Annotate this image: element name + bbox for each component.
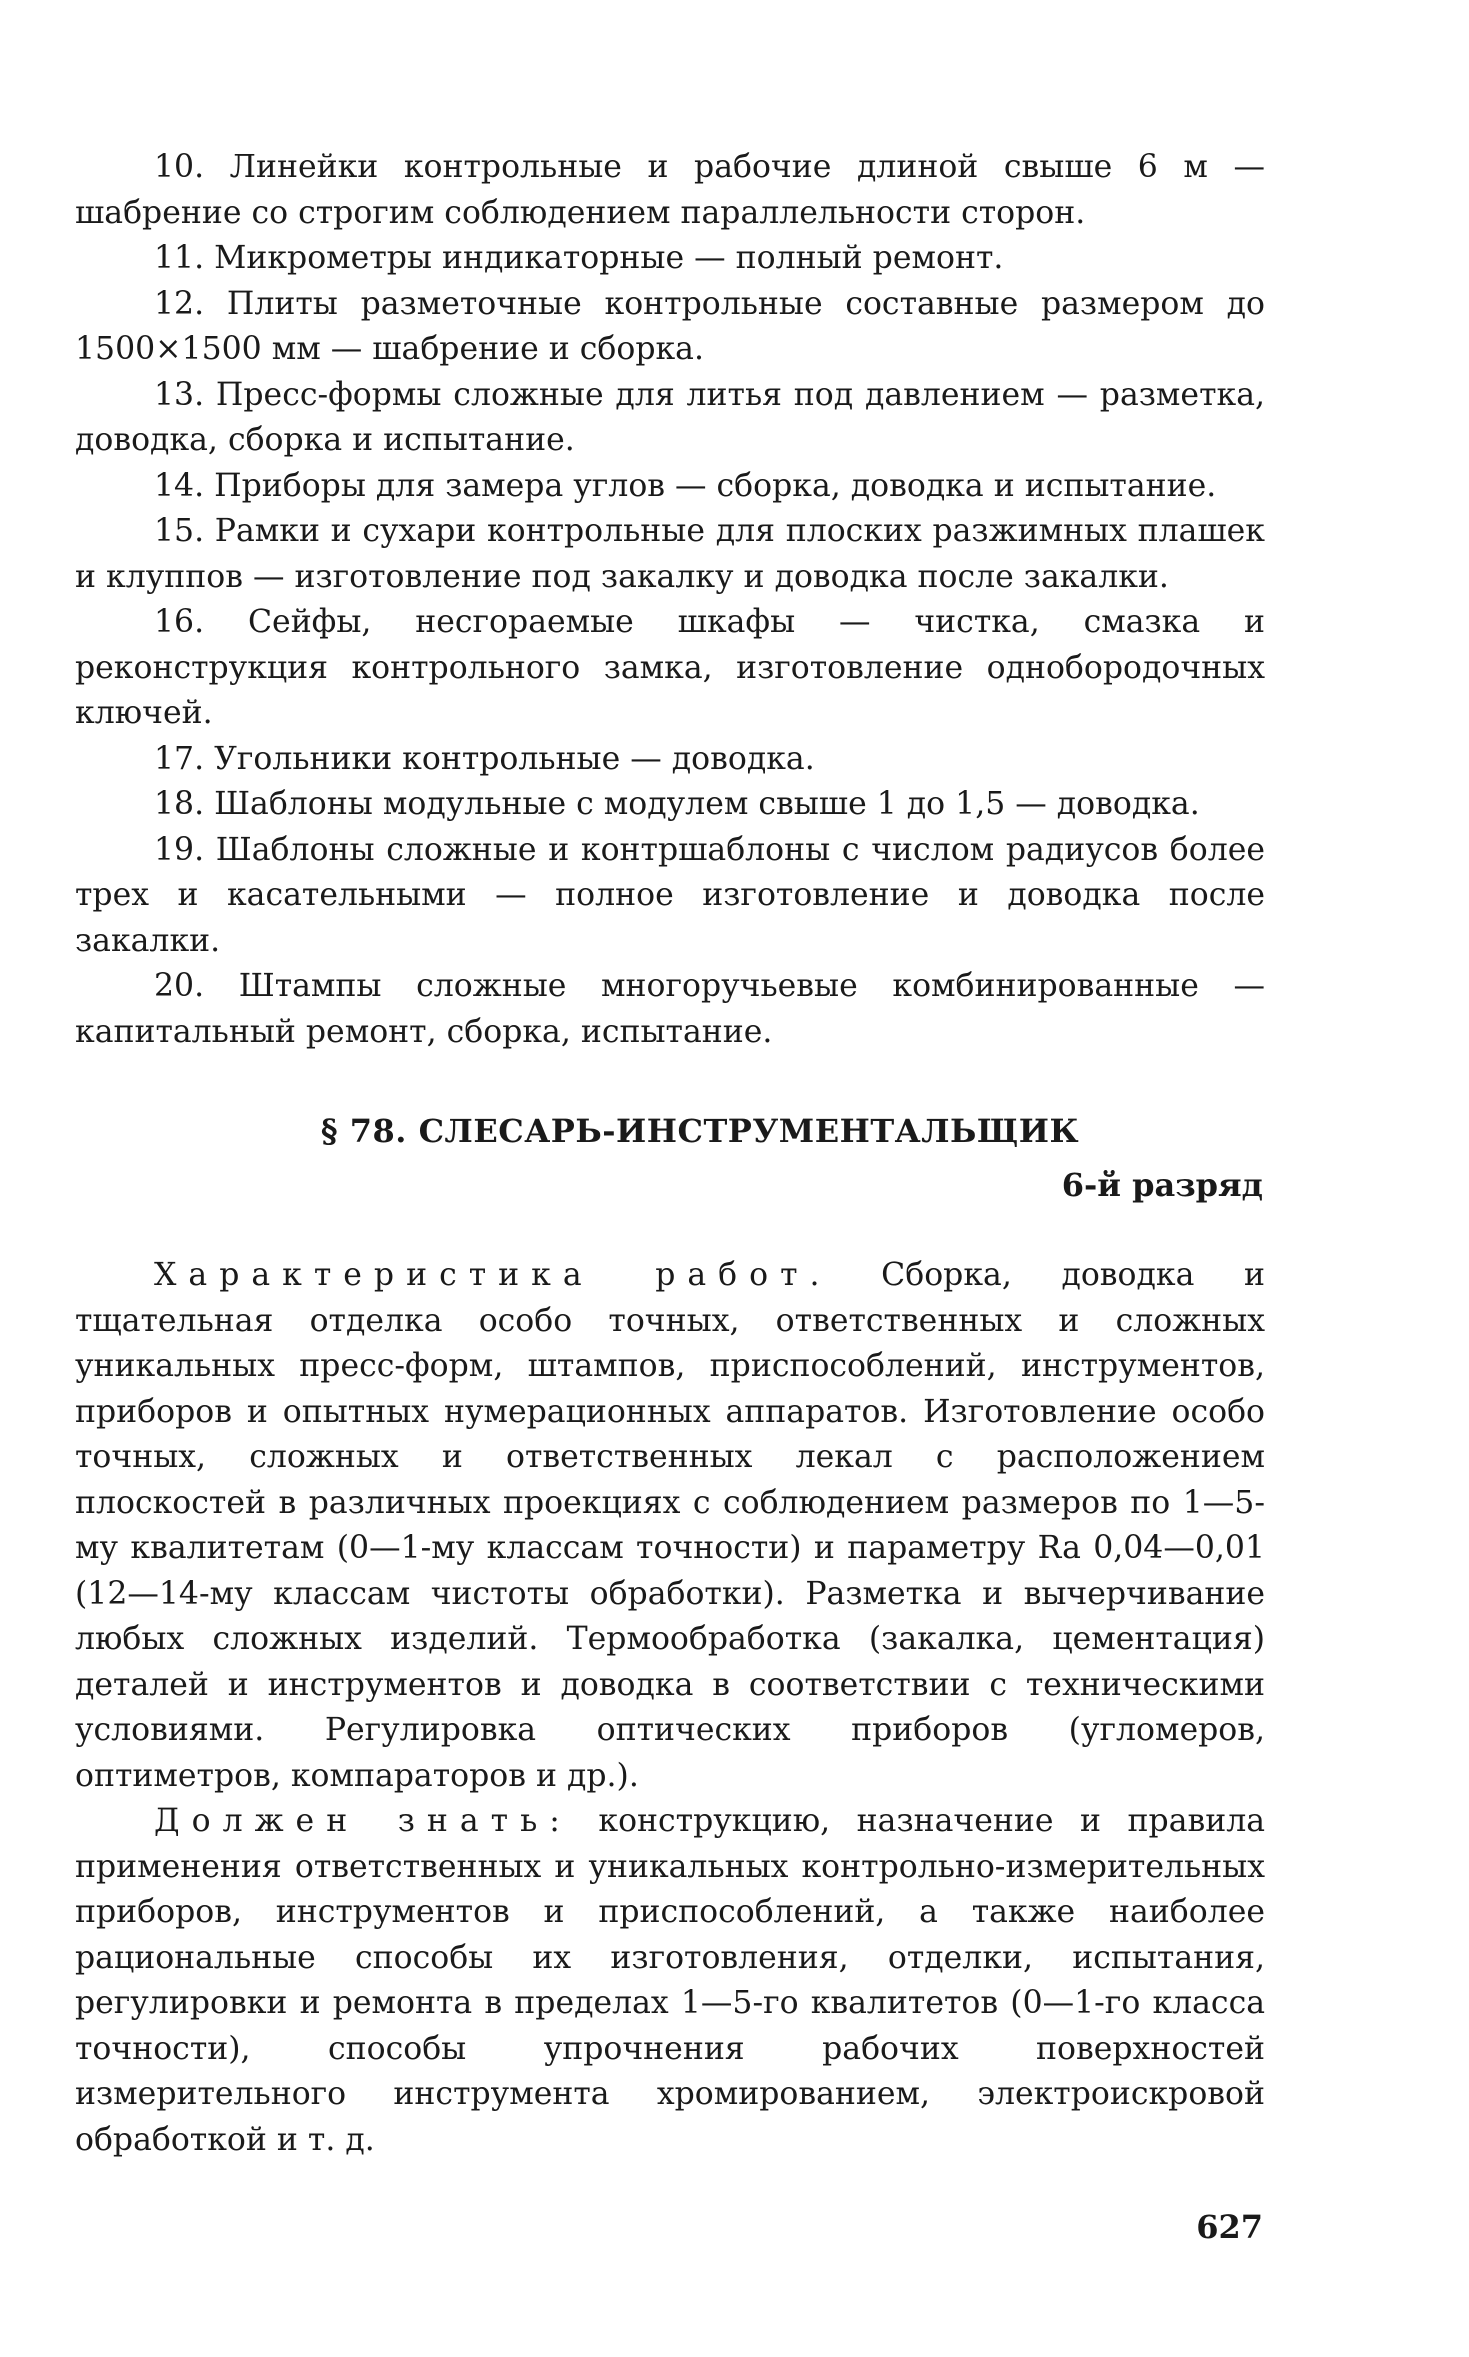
list-item: 17. Угольники контрольные — доводка. [154, 740, 815, 777]
characteristics-paragraph [75, 1253, 1265, 1799]
list-item: 19. Шаблоны сложные и контршаблоны с числом радиусов более трех и касательными — полное изготовление и доводка после закалки. [75, 831, 1265, 959]
characteristics-text: Сборка, доводка и тщательная отделка особо точных, ответственных и сложных уникальных пресс-форм, штампов, приспособлений, инструментов, приборов и опытных нумерационных аппаратов. Изготовление особо точных, сложных и ответственных лекал с расположением плоскостей в различных проекциях с соблюдением размеров по 1—5-му квалитетам (0—1-му классам точности) и параметру Ra 0,04—0,01 (12—14-му классам чистоты обработки). Разметка и вычерчивание любых сложных изделий. Термообработка (закалка, цементация) деталей и инструментов и доводка в соответствии с техническими условиями. Регулировка оптических приборов (угломеров, оптиметров, компараторов и др.). [75, 1257, 1265, 1794]
list-item: 11. Микрометры индикаторные — полный ремонт. [154, 240, 1004, 276]
characteristics-label: Характеристика работ. [154, 1257, 832, 1293]
document-page [75, 145, 1265, 2250]
list-item: 15. Рамки и сухари контрольные для плоских разжимных плашек и клуппов — изготовление под закалку и доводка после закалки. [75, 513, 1265, 595]
must-know-paragraph [75, 1799, 1265, 2163]
list-item: 12. Плиты разметочные контрольные составные размером до 1500×1500 мм — шабрение и сборка. [75, 285, 1265, 367]
must-know-text: конструкцию, назначение и правила применения ответственных и уникальных контрольно-измерительных приборов, инструментов и приспособлений, а также наиболее рациональные способы их изготовления, отделки, испытания, регулировки и ремонта в пределах 1—5-го квалитетов (0—1-го класса точности), способы упрочнения рабочих поверхностей измерительного инструмента хромированием, электроискровой обработкой и т. д. [75, 1803, 1265, 2158]
page-number: 627 [1196, 2208, 1263, 2246]
list-item: 13. Пресс-формы сложные для литья под давлением — разметка, доводка, сборка и испытание. [75, 376, 1265, 458]
section-title: § 78. СЛЕСАРЬ-ИНСТРУМЕНТАЛЬЩИК [320, 1112, 1080, 1150]
list-item: 20. Штампы сложные многоручьевые комбинированные — капитальный ремонт, сборка, испытание. [75, 968, 1265, 1050]
grade-label: 6-й разряд [1061, 1166, 1263, 1204]
list-item: 16. Сейфы, несгораемые шкафы — чистка, смазка и реконструкция контрольного замка, изготовление однобородочных ключей. [75, 604, 1265, 731]
list-item: 14. Приборы для замера углов — сборка, доводка и испытание. [154, 467, 1217, 504]
must-know-label: Должен знать: [154, 1803, 572, 1839]
list-item: 10. Линейки контрольные и рабочие длиной свыше 6 м — шабрение со строгим соблюдением параллельности сторон. [75, 149, 1265, 231]
list-item: 18. Шаблоны модульные с модулем свыше 1 до 1,5 — доводка. [154, 786, 1200, 822]
